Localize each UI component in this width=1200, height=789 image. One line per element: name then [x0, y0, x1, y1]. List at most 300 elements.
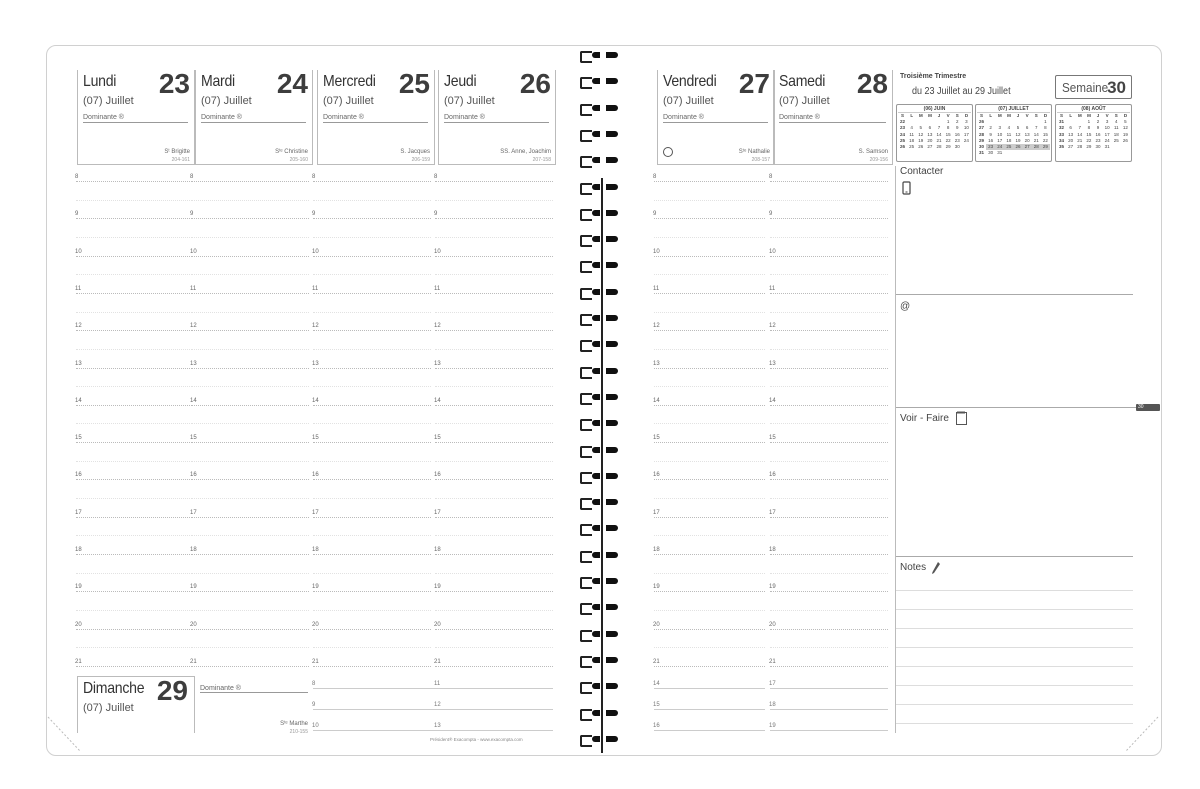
mini-calendar-cell[interactable]: 7 [1078, 125, 1082, 131]
hour-column-5[interactable] [653, 174, 765, 671]
half-hour-line[interactable] [654, 610, 765, 612]
week-tab[interactable] [1136, 404, 1160, 411]
mini-calendar-cell[interactable]: 2 [989, 125, 992, 131]
sunday-hour-line[interactable] [434, 681, 553, 690]
hour-line[interactable] [190, 360, 309, 370]
hour-line[interactable] [312, 584, 431, 593]
hour-line[interactable] [75, 435, 190, 444]
hour-line[interactable] [434, 174, 553, 183]
half-hour-line[interactable] [770, 535, 888, 537]
hour-line[interactable] [653, 584, 765, 593]
mini-calendar-cell[interactable]: 22 [945, 137, 951, 143]
mini-calendar-cell[interactable]: 29 [1086, 144, 1092, 150]
half-hour-line[interactable] [654, 423, 765, 425]
half-hour-line[interactable] [191, 535, 309, 537]
half-hour-line[interactable] [654, 647, 765, 649]
hour-line[interactable] [434, 397, 553, 407]
half-hour-line[interactable] [654, 200, 765, 202]
hour-line[interactable] [312, 174, 431, 183]
hour-line[interactable] [190, 509, 309, 519]
hour-line[interactable] [653, 248, 765, 258]
half-hour-line[interactable] [76, 461, 190, 463]
hour-line[interactable] [75, 584, 190, 593]
dominante-field[interactable]: Dominante ® [779, 114, 886, 123]
hour-line[interactable] [190, 435, 309, 444]
mini-calendar-cell[interactable]: 4 [1115, 119, 1118, 125]
mini-calendar-cell[interactable]: 27 [927, 144, 933, 150]
mini-calendar-cell[interactable]: 24 [963, 137, 969, 143]
mini-calendar-cell[interactable]: 2 [1096, 119, 1100, 125]
hour-line[interactable] [434, 584, 553, 593]
hour-line[interactable] [312, 397, 431, 407]
hour-line[interactable] [653, 285, 765, 295]
sunday-hour-line[interactable] [653, 702, 765, 711]
hour-line[interactable] [653, 658, 765, 668]
hour-line[interactable] [434, 547, 553, 556]
notes-line[interactable] [896, 647, 1133, 648]
hour-line[interactable] [190, 397, 309, 407]
half-hour-line[interactable] [191, 274, 309, 276]
mini-calendar-cell[interactable]: 16 [954, 131, 960, 137]
half-hour-line[interactable] [654, 498, 765, 500]
mini-calendar-cell[interactable]: 25 [1004, 144, 1013, 150]
half-hour-line[interactable] [313, 461, 431, 463]
half-hour-line[interactable] [76, 498, 190, 500]
hour-line[interactable] [75, 621, 190, 631]
mini-calendar-cell[interactable] [1023, 150, 1032, 156]
mini-calendar-cell[interactable]: 28 [936, 144, 942, 150]
mini-calendar-cell[interactable]: 34 [1059, 137, 1065, 143]
half-hour-line[interactable] [770, 498, 888, 500]
notes-line[interactable] [896, 609, 1133, 610]
hour-line[interactable] [75, 285, 190, 295]
mini-calendar-cell[interactable]: 30 [988, 150, 994, 156]
hour-line[interactable] [312, 211, 431, 220]
half-hour-line[interactable] [435, 274, 553, 276]
mini-calendar-cell[interactable]: 23 [986, 144, 995, 150]
hour-line[interactable] [434, 323, 553, 332]
mini-calendar-cell[interactable]: 11 [1006, 131, 1012, 137]
mini-calendar-cell[interactable]: 20 [1068, 137, 1074, 143]
mini-calendar-cell[interactable]: 15 [945, 131, 951, 137]
hour-line[interactable] [653, 547, 765, 556]
mini-calendar-cell[interactable]: 18 [1113, 131, 1119, 137]
half-hour-line[interactable] [313, 610, 431, 612]
mini-calendar-cell[interactable] [1041, 150, 1050, 156]
hour-line[interactable] [653, 509, 765, 519]
mini-calendar-cell[interactable]: 24 [995, 144, 1004, 150]
mini-calendar-cell[interactable]: 5 [1124, 119, 1127, 125]
mini-calendar-cell[interactable] [1121, 144, 1130, 150]
mini-calendar-cell[interactable]: 20 [927, 137, 933, 143]
hour-line[interactable] [769, 174, 888, 183]
sunday-hour-line[interactable] [653, 723, 765, 732]
hour-line[interactable] [75, 323, 190, 332]
hour-line[interactable] [653, 211, 765, 220]
half-hour-line[interactable] [191, 312, 309, 314]
half-hour-line[interactable] [770, 274, 888, 276]
hour-line[interactable] [190, 658, 309, 668]
hour-line[interactable] [653, 472, 765, 481]
mini-calendar-cell[interactable]: 9 [1096, 125, 1100, 131]
hour-line[interactable] [653, 323, 765, 332]
sunday-hour-line[interactable] [434, 723, 553, 732]
half-hour-line[interactable] [770, 386, 888, 388]
day-header-mercredi[interactable] [317, 70, 435, 165]
mini-calendar-cell[interactable]: 8 [1087, 125, 1091, 131]
hour-line[interactable] [769, 547, 888, 556]
half-hour-line[interactable] [654, 274, 765, 276]
notes-line[interactable] [896, 666, 1133, 667]
half-hour-line[interactable] [313, 647, 431, 649]
half-hour-line[interactable] [76, 349, 190, 351]
notes-line[interactable] [896, 723, 1133, 724]
half-hour-line[interactable] [313, 237, 431, 239]
half-hour-line[interactable] [76, 647, 190, 649]
mini-calendar-cell[interactable]: 6 [928, 125, 932, 131]
hour-line[interactable] [190, 285, 309, 295]
hour-line[interactable] [75, 547, 190, 556]
hour-line[interactable] [434, 621, 553, 631]
mini-calendar-cell[interactable]: 8 [1044, 125, 1047, 131]
mini-calendar-cell[interactable]: 13 [927, 131, 933, 137]
hour-column-2[interactable] [190, 174, 309, 671]
sunday-hour-line[interactable] [312, 723, 435, 732]
half-hour-line[interactable] [191, 498, 309, 500]
hour-line[interactable] [75, 248, 190, 258]
mini-calendar-cell[interactable]: 9 [989, 131, 992, 137]
mini-calendar-cell[interactable]: 27 [979, 125, 985, 131]
hour-line[interactable] [75, 360, 190, 370]
hour-line[interactable] [312, 323, 431, 332]
sunday-hour-line[interactable] [653, 681, 765, 690]
half-hour-line[interactable] [654, 349, 765, 351]
hour-line[interactable] [75, 658, 190, 668]
mini-calendar-cell[interactable]: 1 [1087, 119, 1091, 125]
mini-calendar-cell[interactable]: 3 [965, 119, 968, 125]
hour-line[interactable] [434, 360, 553, 370]
hour-line[interactable] [312, 285, 431, 295]
notes-line[interactable] [896, 590, 1133, 591]
hour-line[interactable] [653, 621, 765, 631]
mini-calendar-cell[interactable]: 10 [1104, 125, 1110, 131]
hour-line[interactable] [75, 174, 190, 183]
hour-line[interactable] [769, 472, 888, 481]
half-hour-line[interactable] [76, 535, 190, 537]
notes-line[interactable] [896, 704, 1133, 705]
hour-line[interactable] [312, 248, 431, 258]
half-hour-line[interactable] [191, 610, 309, 612]
mini-calendar-cell[interactable]: 19 [1015, 137, 1021, 143]
hour-column-6[interactable] [769, 174, 888, 671]
half-hour-line[interactable] [313, 573, 431, 575]
half-hour-line[interactable] [313, 349, 431, 351]
hour-line[interactable] [190, 211, 309, 220]
mini-calendar-cell[interactable]: 5 [1016, 125, 1020, 131]
half-hour-line[interactable] [435, 237, 553, 239]
half-hour-line[interactable] [313, 535, 431, 537]
hour-line[interactable] [312, 435, 431, 444]
mini-calendar-cell[interactable]: 27 [1068, 144, 1074, 150]
hour-line[interactable] [769, 397, 888, 407]
half-hour-line[interactable] [654, 573, 765, 575]
half-hour-line[interactable] [770, 237, 888, 239]
mini-calendar-cell[interactable]: 28 [979, 131, 985, 137]
mini-calendar-cell[interactable]: 7 [1035, 125, 1038, 131]
hour-line[interactable] [769, 323, 888, 332]
hour-line[interactable] [312, 360, 431, 370]
mini-calendar-cell[interactable]: 8 [946, 125, 950, 131]
mini-calendar-cell[interactable]: 22 [1086, 137, 1092, 143]
hour-line[interactable] [769, 435, 888, 444]
mini-calendar-cell[interactable]: 24 [900, 131, 906, 137]
hour-column-1[interactable] [75, 174, 190, 671]
dominante-field[interactable]: Dominante ® [323, 114, 428, 123]
mini-calendar-cell[interactable]: 26 [1122, 137, 1128, 143]
half-hour-line[interactable] [435, 386, 553, 388]
mini-calendar-cell[interactable]: 17 [997, 137, 1003, 143]
mini-calendar-cell[interactable]: 21 [1033, 137, 1039, 143]
half-hour-line[interactable] [435, 349, 553, 351]
half-hour-line[interactable] [313, 274, 431, 276]
hour-line[interactable] [312, 658, 431, 668]
mini-calendar-cell[interactable]: 5 [919, 125, 923, 131]
half-hour-line[interactable] [770, 349, 888, 351]
hour-line[interactable] [190, 547, 309, 556]
half-hour-line[interactable] [313, 423, 431, 425]
hour-line[interactable] [769, 658, 888, 668]
half-hour-line[interactable] [76, 573, 190, 575]
half-hour-line[interactable] [191, 461, 309, 463]
mini-calendar-cell[interactable]: 25 [909, 144, 915, 150]
sunday-hour-line[interactable] [769, 681, 888, 690]
notes-line[interactable] [896, 628, 1133, 629]
hour-line[interactable] [653, 360, 765, 370]
mini-calendar-cell[interactable]: 4 [1007, 125, 1011, 131]
mini-calendar-cell[interactable]: 16 [1095, 131, 1101, 137]
mini-calendar-cell[interactable]: 22 [900, 119, 906, 125]
hour-line[interactable] [434, 211, 553, 220]
mini-calendar-cell[interactable]: 14 [1033, 131, 1039, 137]
dominante-field[interactable]: Dominante ® [201, 114, 306, 123]
mini-calendar-cell[interactable]: 23 [954, 137, 960, 143]
half-hour-line[interactable] [191, 647, 309, 649]
hour-column-3[interactable] [312, 174, 431, 671]
mini-calendar-cell[interactable]: 23 [1095, 137, 1101, 143]
mini-calendar-cell[interactable]: 17 [1104, 131, 1110, 137]
half-hour-line[interactable] [435, 647, 553, 649]
mini-calendar-cell[interactable]: 9 [956, 125, 959, 131]
hour-line[interactable] [769, 285, 888, 295]
hour-line[interactable] [75, 397, 190, 407]
hour-line[interactable] [75, 472, 190, 481]
hour-line[interactable] [769, 360, 888, 370]
half-hour-line[interactable] [313, 386, 431, 388]
half-hour-line[interactable] [654, 535, 765, 537]
hour-line[interactable] [653, 397, 765, 407]
day-header-jeudi[interactable] [438, 70, 556, 165]
mini-calendar-cell[interactable]: 33 [1059, 131, 1065, 137]
mini-calendar-cell[interactable]: 25 [1113, 137, 1119, 143]
hour-line[interactable] [434, 435, 553, 444]
half-hour-line[interactable] [435, 573, 553, 575]
half-hour-line[interactable] [191, 237, 309, 239]
mini-calendar-cell[interactable]: 26 [918, 144, 924, 150]
dominante-field[interactable]: Dominante ® [663, 114, 768, 123]
mini-calendar-cell[interactable]: 12 [918, 131, 924, 137]
half-hour-line[interactable] [191, 423, 309, 425]
half-hour-line[interactable] [76, 237, 190, 239]
half-hour-line[interactable] [770, 461, 888, 463]
half-hour-line[interactable] [435, 461, 553, 463]
mini-calendar-cell[interactable]: 10 [997, 131, 1003, 137]
mini-calendar-cell[interactable]: 26 [1014, 144, 1023, 150]
mini-calendar-cell[interactable] [1112, 144, 1121, 150]
mini-calendar-cell[interactable]: 7 [937, 125, 941, 131]
mini-calendar-cell[interactable]: 3 [998, 125, 1002, 131]
hour-line[interactable] [434, 285, 553, 295]
half-hour-line[interactable] [435, 535, 553, 537]
mini-calendar-cell[interactable]: 30 [979, 144, 985, 150]
half-hour-line[interactable] [770, 312, 888, 314]
hour-line[interactable] [190, 323, 309, 332]
mini-calendar-cell[interactable] [1014, 150, 1023, 156]
hour-line[interactable] [312, 509, 431, 519]
sunday-hour-line[interactable] [769, 723, 888, 732]
hour-line[interactable] [653, 435, 765, 444]
hour-line[interactable] [190, 472, 309, 481]
hour-line[interactable] [312, 472, 431, 481]
mini-calendar-cell[interactable]: 18 [1006, 137, 1012, 143]
half-hour-line[interactable] [654, 461, 765, 463]
half-hour-line[interactable] [76, 200, 190, 202]
day-header-samedi[interactable] [773, 70, 893, 165]
mini-calendar-cell[interactable]: 18 [909, 137, 915, 143]
mini-calendar-cell[interactable]: 1 [946, 119, 950, 125]
sunday-hour-line[interactable] [769, 702, 888, 711]
half-hour-line[interactable] [654, 237, 765, 239]
mini-calendar-cell[interactable]: 1 [1044, 119, 1047, 125]
half-hour-line[interactable] [76, 274, 190, 276]
half-hour-line[interactable] [191, 573, 309, 575]
hour-line[interactable] [190, 248, 309, 258]
mini-calendar-cell[interactable]: 26 [979, 119, 985, 125]
mini-calendar-cell[interactable]: 17 [963, 131, 969, 137]
hour-line[interactable] [434, 658, 553, 668]
mini-calendar-cell[interactable]: 15 [1042, 131, 1048, 137]
hour-line[interactable] [312, 547, 431, 556]
mini-calendar-cell[interactable]: 15 [1086, 131, 1092, 137]
mini-calendar-cell[interactable]: 12 [1015, 131, 1021, 137]
hour-line[interactable] [75, 211, 190, 220]
sunday-hour-line[interactable] [434, 702, 553, 711]
mini-calendar-cell[interactable]: 29 [979, 137, 985, 143]
dominante-field[interactable]: Dominante ® [444, 114, 549, 123]
half-hour-line[interactable] [191, 386, 309, 388]
mini-calendar-cell[interactable]: 21 [936, 137, 942, 143]
sunday-header[interactable] [77, 676, 195, 733]
hour-column-4[interactable] [434, 174, 553, 671]
sunday-hour-line[interactable] [312, 681, 435, 690]
half-hour-line[interactable] [654, 386, 765, 388]
half-hour-line[interactable] [770, 423, 888, 425]
half-hour-line[interactable] [770, 573, 888, 575]
mini-calendar-cell[interactable]: 32 [1059, 125, 1065, 131]
mini-calendar-cell[interactable]: 16 [988, 137, 994, 143]
hour-line[interactable] [769, 211, 888, 220]
mini-calendar-cell[interactable]: 20 [1024, 137, 1030, 143]
sunday-dominante[interactable] [200, 685, 308, 693]
mini-calendar-cell[interactable]: 29 [945, 144, 951, 150]
half-hour-line[interactable] [76, 610, 190, 612]
mini-calendar-cell[interactable]: 31 [1104, 144, 1110, 150]
hour-line[interactable] [190, 584, 309, 593]
mini-calendar-cell[interactable]: 2 [956, 119, 959, 125]
mini-calendar-cell[interactable]: 19 [918, 137, 924, 143]
mini-calendar-cell[interactable]: 31 [997, 150, 1003, 156]
mini-calendar-cell[interactable]: 24 [1104, 137, 1110, 143]
mini-calendar-cell[interactable]: 19 [1122, 131, 1128, 137]
hour-line[interactable] [75, 509, 190, 519]
day-header-lundi[interactable] [77, 70, 195, 165]
hour-line[interactable] [434, 509, 553, 519]
sunday-hour-line[interactable] [312, 702, 435, 711]
half-hour-line[interactable] [313, 200, 431, 202]
half-hour-line[interactable] [76, 386, 190, 388]
mini-calendar-cell[interactable]: 26 [900, 144, 906, 150]
mini-calendar-cell[interactable]: 35 [1059, 144, 1065, 150]
mini-calendar-cell[interactable]: 11 [909, 131, 915, 137]
mini-calendar-cell[interactable]: 14 [936, 131, 942, 137]
half-hour-line[interactable] [435, 423, 553, 425]
half-hour-line[interactable] [435, 610, 553, 612]
mini-calendar-cell[interactable]: 31 [1059, 119, 1065, 125]
hour-line[interactable] [769, 248, 888, 258]
half-hour-line[interactable] [191, 349, 309, 351]
dominante-field[interactable]: Dominante ® [83, 114, 188, 123]
hour-line[interactable] [190, 621, 309, 631]
half-hour-line[interactable] [435, 498, 553, 500]
notes-line[interactable] [896, 685, 1133, 686]
day-header-mardi[interactable] [195, 70, 313, 165]
mini-calendar-cell[interactable]: 14 [1077, 131, 1083, 137]
half-hour-line[interactable] [435, 200, 553, 202]
half-hour-line[interactable] [76, 423, 190, 425]
hour-line[interactable] [434, 248, 553, 258]
mini-calendar-cell[interactable]: 22 [1042, 137, 1048, 143]
half-hour-line[interactable] [313, 312, 431, 314]
mini-calendar-cell[interactable]: 11 [1113, 125, 1119, 131]
mini-calendar-cell[interactable]: 3 [1105, 119, 1109, 125]
mini-calendar-cell[interactable]: 30 [1095, 144, 1101, 150]
mini-calendar-cell[interactable]: 23 [900, 125, 906, 131]
mini-calendar-cell[interactable]: 30 [954, 144, 960, 150]
hour-line[interactable] [312, 621, 431, 631]
mini-calendar-cell[interactable]: 28 [1077, 144, 1083, 150]
hour-line[interactable] [769, 509, 888, 519]
mini-calendar-cell[interactable]: 25 [900, 137, 906, 143]
mini-calendar-cell[interactable]: 27 [1023, 144, 1032, 150]
mini-calendar-cell[interactable]: 31 [979, 150, 985, 156]
mini-calendar-cell[interactable]: 4 [910, 125, 913, 131]
mini-calendar-cell[interactable]: 10 [963, 125, 969, 131]
mini-calendar-cell[interactable]: 28 [1032, 144, 1041, 150]
mini-calendar-cell[interactable] [1004, 150, 1013, 156]
hour-line[interactable] [653, 174, 765, 183]
mini-calendar-cell[interactable]: 6 [1025, 125, 1029, 131]
half-hour-line[interactable] [770, 610, 888, 612]
mini-calendar-cell[interactable]: 12 [1122, 125, 1128, 131]
